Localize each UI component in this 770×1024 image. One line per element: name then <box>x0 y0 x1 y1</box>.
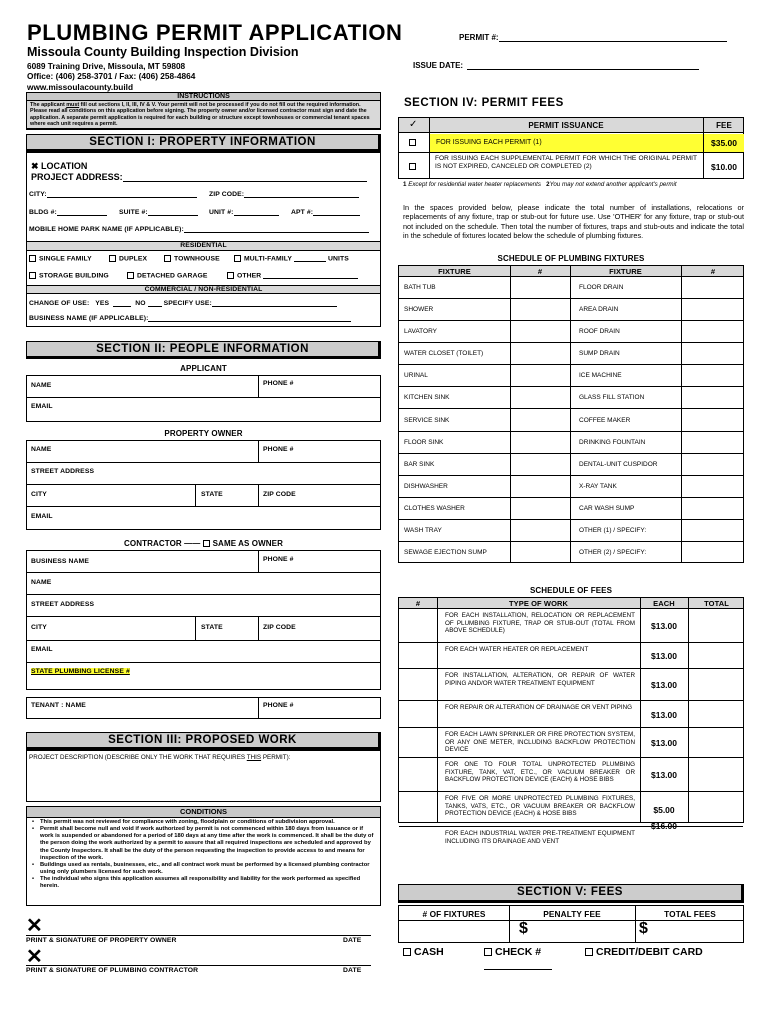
fee-total-input[interactable] <box>689 793 744 826</box>
same-as-owner-checkbox[interactable] <box>203 540 210 547</box>
owner-signature-mark-icon: ✕ <box>26 915 43 937</box>
fee-total-input[interactable] <box>689 670 744 700</box>
zip-field[interactable]: ZIP CODE: <box>209 191 359 198</box>
fixture-label: URINAL <box>404 372 428 380</box>
fixture-count-input[interactable] <box>511 344 569 364</box>
project-address-field[interactable]: PROJECT ADDRESS: <box>31 172 367 182</box>
count-heading-left: # <box>537 267 543 276</box>
org-name: Missoula County Building Inspection Division <box>27 45 299 59</box>
fee-type-label: FOR FIVE OR MORE UNPROTECTED PLUMBING FIXTURES, TANKS, VATS, ETC., OR VACUUM BREAKER OR BACKFLOW PROTECTION DEVICE (EACH) & HOSE BIBS <box>445 795 635 818</box>
fixture-count-input[interactable] <box>682 543 744 563</box>
instructions-text: The applicant must fill out sections I, II, III, IV & V. Your permit will not be processed if you do not fill out the required information. Please read all conditions on this application before signing. The property owner and/or licensed contractor must sign and date the application. A separate permit application is required for each building or structure except townhouses or commercial tenant spaces where each unit requires a permit. <box>30 102 370 128</box>
change-of-use-field[interactable]: CHANGE OF USE: YES NO SPECIFY USE: <box>29 300 337 307</box>
fee-total-input[interactable] <box>689 702 744 727</box>
fixture-count-input[interactable] <box>682 455 744 475</box>
type-of-work-heading: TYPE OF WORK <box>508 599 569 608</box>
applicant-phone-field[interactable]: PHONE # <box>263 380 294 387</box>
tenant-phone-field[interactable]: PHONE # <box>263 702 294 709</box>
fixture-count-input[interactable] <box>682 388 744 408</box>
fixtures-count-heading: # OF FIXTURES <box>422 909 486 919</box>
fixture-label: DISHWASHER <box>404 482 448 490</box>
penalty-fee-heading: PENALTY FEE <box>543 909 601 919</box>
city-field[interactable]: CITY: <box>29 191 197 198</box>
fixture-heading-left: FIXTURE <box>438 267 471 276</box>
tenant-box <box>26 697 381 719</box>
multi-family-checkbox[interactable]: MULTI-FAMILY UNITS <box>234 255 349 262</box>
contractor-signature-label: PRINT & SIGNATURE OF PLUMBING CONTRACTOR <box>26 967 199 974</box>
fixture-label: LAVATORY <box>404 328 437 336</box>
fixture-label: WASH TRAY <box>404 526 442 534</box>
fixture-label: SHOWER <box>404 306 434 314</box>
org-address: 6089 Training Drive, Missoula, MT 59808 <box>27 61 186 71</box>
contractor-email-field[interactable]: EMAIL <box>31 646 53 653</box>
permit-issuance-table <box>398 117 744 179</box>
fixture-label: WATER CLOSET (TOILET) <box>404 350 484 358</box>
total-fees-dollar: $ <box>639 920 648 937</box>
contractor-box <box>26 550 381 690</box>
fixture-label: ROOF DRAIN <box>579 328 620 336</box>
fixture-count-input[interactable] <box>682 433 744 453</box>
fixture-heading-right: FIXTURE <box>609 267 642 276</box>
commercial-heading: COMMERCIAL / NON-RESIDENTIAL <box>27 285 380 294</box>
credit-card-option[interactable]: CREDIT/DEBIT CARD <box>585 946 703 958</box>
bldg-field[interactable]: BLDG #: <box>29 209 107 216</box>
fixture-label: SUMP DRAIN <box>579 350 620 358</box>
suite-field[interactable]: SUITE #: <box>119 209 198 216</box>
fixture-label: CAR WASH SUMP <box>579 504 635 512</box>
contractor-name-field[interactable]: NAME <box>31 579 52 586</box>
instructions-box <box>26 92 381 130</box>
fixture-label: DRINKING FOUNTAIN <box>579 438 646 446</box>
contractor-business-field[interactable]: BUSINESS NAME <box>31 558 89 565</box>
fixture-count-input[interactable] <box>682 322 744 342</box>
section-3-title: SECTION III: PROPOSED WORK <box>26 732 381 750</box>
state-plumbing-license-field[interactable]: STATE PLUMBING LICENSE # <box>31 668 130 675</box>
contractor-zip-field[interactable]: ZIP CODE <box>263 624 296 631</box>
fixture-count-input[interactable] <box>682 278 744 298</box>
apt-field[interactable]: APT #: <box>291 209 360 216</box>
business-name-field[interactable]: BUSINESS NAME (IF APPLICABLE): <box>29 315 351 322</box>
total-heading: TOTAL <box>704 599 729 608</box>
each-heading: EACH <box>653 599 675 608</box>
form-title: PLUMBING PERMIT APPLICATION <box>27 20 403 45</box>
fee-quantity-input[interactable] <box>400 610 436 642</box>
contractor-date-label: DATE <box>343 967 362 974</box>
fixture-label: CLOTHES WASHER <box>404 504 465 512</box>
fee-amount: $13.00 <box>651 709 677 720</box>
fee-amount: $5.00 <box>653 804 675 815</box>
fee-type-label: FOR INSTALLATION, ALTERATION, OR REPAIR OF WATER PIPING AND/OR WATER TREATMENT EQUIPMENT <box>445 672 635 687</box>
townhouse-checkbox[interactable]: TOWNHOUSE <box>164 255 220 262</box>
applicant-name-field[interactable]: NAME <box>31 382 52 389</box>
owner-box <box>26 440 381 530</box>
owner-phone-field[interactable]: PHONE # <box>263 446 294 453</box>
duplex-checkbox[interactable]: DUPLEX <box>109 255 147 262</box>
fee-quantity-input[interactable] <box>400 729 436 757</box>
fixture-label: AREA DRAIN <box>579 306 619 314</box>
issuing-permit-checkbox[interactable] <box>409 139 416 146</box>
fee-type-label: FOR REPAIR OR ALTERATION OF DRAINAGE OR VENT PIPING <box>445 704 633 711</box>
contractor-city-field[interactable]: CITY <box>31 624 47 631</box>
fee-quantity-input[interactable] <box>400 702 436 727</box>
conditions-box <box>26 806 381 906</box>
check-column-icon: ✓ <box>409 119 418 130</box>
fee-amount: $16.00 <box>651 820 677 831</box>
fixture-label: KITCHEN SINK <box>404 394 450 402</box>
fixture-label: SEWAGE EJECTION SUMP <box>404 548 487 556</box>
count-heading-right: # <box>710 267 716 276</box>
conditions-list <box>27 818 380 891</box>
fixture-label: FLOOR SINK <box>404 438 444 446</box>
condition-item: • This permit was not reviewed for compliance with zoning, floodplain or conditions of subdivision approval. <box>31 819 376 826</box>
fixture-count-input[interactable] <box>511 410 569 430</box>
property-owner-heading: PROPERTY OWNER <box>164 429 243 438</box>
unit-field[interactable]: UNIT #: <box>209 209 279 216</box>
issue-date-label: ISSUE DATE: <box>413 61 464 70</box>
section-4-title: SECTION IV: PERMIT FEES <box>404 97 564 109</box>
condition-item: • Buildings used as rentals, businesses, etc., and all contract work must be performed by a licensed plumbing contractor using only plumbers licensed for such work. <box>31 862 376 876</box>
fixture-count-input[interactable] <box>511 521 569 541</box>
permit-number-label: PERMIT #: <box>459 33 499 42</box>
owner-city-field[interactable]: CITY <box>31 491 47 498</box>
check-number-line[interactable] <box>484 969 552 970</box>
issuing-permit-row: FOR ISSUING EACH PERMIT (1) <box>430 134 703 152</box>
instructions-title: INSTRUCTIONS <box>27 93 380 101</box>
fixture-count-input[interactable] <box>682 410 744 430</box>
owner-street-field[interactable]: STREET ADDRESS <box>31 468 95 475</box>
applicant-box <box>26 375 381 422</box>
fixture-count-input[interactable] <box>511 388 569 408</box>
fixture-count-input[interactable] <box>682 499 744 519</box>
conditions-title: CONDITIONS <box>27 807 380 818</box>
project-description-label: PROJECT DESCRIPTION (DESCRIBE ONLY THE WORK THAT REQUIRES THIS PERMIT): <box>29 754 291 761</box>
fixture-label: BAR SINK <box>404 460 435 468</box>
contractor-street-field[interactable]: STREET ADDRESS <box>31 601 95 608</box>
fee-amount: $13.00 <box>651 651 677 661</box>
permit-notes: 1 Except for residential water heater replacements 2You may not extend another applicant's permit <box>403 181 677 188</box>
fixture-label: COFFEE MAKER <box>579 416 631 424</box>
fee-type-label: FOR ONE TO FOUR TOTAL UNPROTECTED PLUMBING FIXTURE, TANK, VAT, ETC., OR VACUUM BREAKER OR BACKFLOW PROTECTION DEVICE (EACH) & HOSE BIBS <box>445 761 635 784</box>
supplemental-permit-row: FOR ISSUING EACH SUPPLEMENTAL PERMIT FOR WHICH THE ORIGINAL PERMIT IS NOT EXPIRED, CANCELED OR COMPLETED (2) <box>435 155 697 170</box>
fixture-count-input[interactable] <box>511 322 569 342</box>
location-icon: ✖ <box>31 161 42 171</box>
org-phone: Office: (406) 258-3701 / Fax: (406) 258-4864 <box>27 71 196 81</box>
fees-summary-table <box>398 905 744 943</box>
fee-amount: $13.00 <box>651 680 677 690</box>
detached-garage-checkbox[interactable]: DETACHED GARAGE <box>127 272 207 279</box>
fee-quantity-input[interactable] <box>400 759 436 791</box>
contractor-signature-line[interactable] <box>26 965 371 966</box>
org-website: www.missoulacounty.build <box>27 82 134 92</box>
fee-number-heading: # <box>415 599 421 608</box>
fee-type-label: FOR EACH LAWN SPRINKLER OR FIRE PROTECTION SYSTEM, OR ANY ONE METER, INCLUDING BACKFLOW PROTECTION DEVICE <box>445 731 635 754</box>
contractor-phone-field[interactable]: PHONE # <box>263 556 294 563</box>
owner-signature-line[interactable] <box>26 935 371 936</box>
fixtures-schedule-title: SCHEDULE OF PLUMBING FIXTURES <box>497 254 645 263</box>
owner-email-field[interactable]: EMAIL <box>31 513 53 520</box>
fee-total-input[interactable] <box>689 644 744 668</box>
section-2-title: SECTION II: PEOPLE INFORMATION <box>26 341 381 359</box>
other-checkbox[interactable]: OTHER <box>227 272 358 279</box>
fixture-label: BATH TUB <box>404 284 436 292</box>
section-1-box <box>26 152 381 327</box>
fee-type-label: FOR EACH INDUSTRIAL WATER PRE-TREATMENT EQUIPMENT INCLUDING ITS DRAINAGE AND VENT <box>445 830 635 845</box>
owner-zip-field[interactable]: ZIP CODE <box>263 491 296 498</box>
fixture-label: FLOOR DRAIN <box>579 284 624 292</box>
fixture-label: GLASS FILL STATION <box>579 394 645 402</box>
fee-type-label: FOR EACH INSTALLATION, RELOCATION OR REPLACEMENT OF PLUMBING FIXTURE, TRAP OR STUB-OUT (TOTAL FROM ABOVE SCHEDULE) <box>445 612 635 635</box>
fee-amount: $13.00 <box>651 770 677 780</box>
single-family-checkbox[interactable]: SINGLE FAMILY <box>29 255 92 262</box>
location-heading: ✖ LOCATION <box>31 161 88 171</box>
fixture-count-input[interactable] <box>682 366 744 386</box>
contractor-signature-mark-icon: ✕ <box>26 946 43 968</box>
fixture-count-input[interactable] <box>511 499 569 519</box>
fixtures-table <box>398 265 744 563</box>
fixture-count-input[interactable] <box>511 366 569 386</box>
fee-quantity-input[interactable] <box>400 670 436 700</box>
owner-state-field[interactable]: STATE <box>201 491 223 498</box>
project-description-box[interactable] <box>26 750 381 802</box>
fixture-count-input[interactable] <box>511 477 569 497</box>
residential-heading: RESIDENTIAL <box>27 242 380 251</box>
fee-quantity-input[interactable] <box>400 644 436 668</box>
issue-date-field[interactable] <box>413 61 699 70</box>
fee-amount: $13.00 <box>651 621 677 631</box>
section-5-title: SECTION V: FEES <box>398 884 744 903</box>
fixture-count-input[interactable] <box>511 300 569 320</box>
applicant-heading: APPLICANT <box>180 364 227 373</box>
owner-date-label: DATE <box>343 937 362 944</box>
permit-number-field[interactable] <box>459 33 727 42</box>
permit-issuance-heading: PERMIT ISSUANCE <box>528 121 604 130</box>
storage-building-checkbox[interactable]: STORAGE BUILDING <box>29 272 109 279</box>
total-fees-heading: TOTAL FEES <box>664 909 716 919</box>
fixture-label: SERVICE SINK <box>404 416 450 424</box>
mobile-home-field[interactable]: MOBILE HOME PARK NAME (IF APPLICABLE): <box>29 226 369 233</box>
fixture-count-input[interactable] <box>511 278 569 298</box>
issuing-permit-fee: $35.00 <box>704 134 744 152</box>
fixture-count-input[interactable] <box>511 543 569 563</box>
cash-option[interactable]: CASH <box>403 946 444 958</box>
fees-schedule-title: SCHEDULE OF FEES <box>529 586 613 595</box>
section-1-title: SECTION I: PROPERTY INFORMATION <box>26 134 381 152</box>
condition-item: • The individual who signs this application assumes all responsibility and liability for the work performed as specified herein. <box>31 876 376 890</box>
fixture-count-input[interactable] <box>682 300 744 320</box>
penalty-fee-dollar: $ <box>519 920 528 937</box>
fixture-label: OTHER (1) / SPECIFY: <box>579 526 647 534</box>
fee-amount: $13.00 <box>651 738 677 748</box>
check-option[interactable]: CHECK # <box>484 946 541 958</box>
owner-signature-label: PRINT & SIGNATURE OF PROPERTY OWNER <box>26 937 177 944</box>
fixture-count-input[interactable] <box>682 344 744 364</box>
supplemental-permit-fee: $10.00 <box>711 162 737 172</box>
owner-name-field[interactable]: NAME <box>31 446 52 453</box>
fee-type-label: FOR EACH WATER HEATER OR REPLACEMENT <box>445 646 589 653</box>
supplemental-permit-checkbox[interactable] <box>409 163 416 170</box>
fixture-count-input[interactable] <box>682 521 744 541</box>
fixture-count-input[interactable] <box>511 433 569 453</box>
fixture-label: OTHER (2) / SPECIFY: <box>579 548 647 556</box>
fee-total-input[interactable] <box>689 729 744 757</box>
fixture-count-input[interactable] <box>511 455 569 475</box>
fixture-count-input[interactable] <box>682 477 744 497</box>
fixture-label: ICE MACHINE <box>579 372 622 380</box>
condition-item: • Permit shall become null and void if work authorized by permit is not commenced within 180 days from issuance or if work is suspended or abandoned for a period of 180 days at any time after the work is commenced. It shall be the duty of the person doing the work authorized by a permit to assure that all required inspections are scheduled and approved by the County Inspectors. It shall be the duty of the person requesting the inspection to provide access to and means for inspection of the work. <box>31 826 376 862</box>
fee-quantity-input[interactable] <box>400 793 436 826</box>
contractor-state-field[interactable]: STATE <box>201 624 223 631</box>
fee-total-input[interactable] <box>689 759 744 791</box>
fixture-label: DENTAL-UNIT CUSPIDOR <box>579 460 658 468</box>
fee-heading: FEE <box>716 121 732 130</box>
contractor-heading: CONTRACTOR —— SAME AS OWNER <box>124 539 283 548</box>
fees-table <box>398 597 744 845</box>
fixture-instructions: In the spaces provided below, please indicate the total number of installations, relocations or replacements of any fixture, trap or stub-out for future use. Use 'OTHER' for any fixture, trap or stub-out not included on the schedule. Then total the number of fixtures, traps and stub-outs and indicate the total in the schedule of fixtures located below the schedule of plumbing fixtures. <box>403 203 744 241</box>
fee-total-input[interactable] <box>689 610 744 642</box>
fixture-label: X-RAY TANK <box>579 482 617 490</box>
applicant-email-field[interactable]: EMAIL <box>31 403 53 410</box>
tenant-name-field[interactable]: TENANT : NAME <box>31 702 86 709</box>
